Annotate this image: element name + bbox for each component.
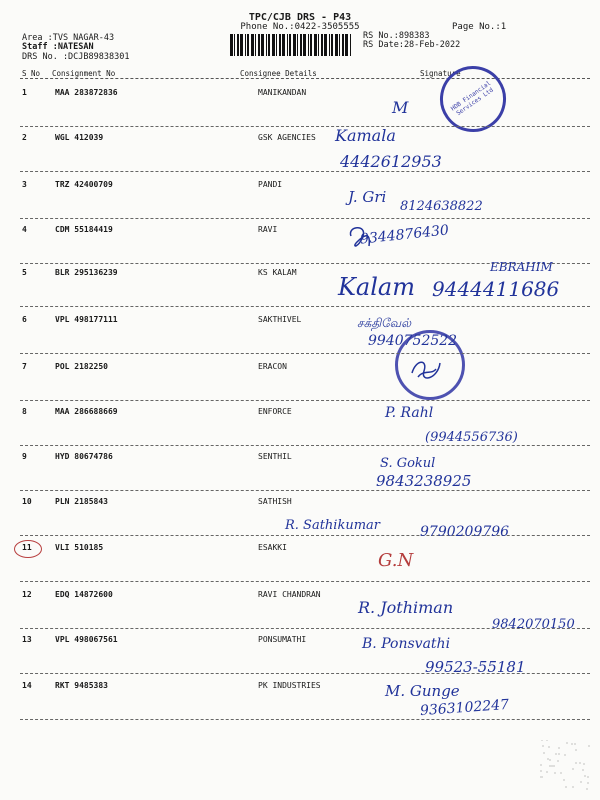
barcode-bar [342,34,344,56]
area-field: Area :TVS NAGAR-43 [22,33,115,43]
column-header-consignee: Consignee Details [240,69,317,78]
handwritten-name-5: Kalam [338,273,415,301]
row-consignee-name: SATHISH [258,497,292,506]
row-divider [20,445,590,446]
row-serial-number: 5 [22,268,27,277]
speckle-dot [587,782,588,783]
speckle-dot [551,765,552,766]
handwritten-name-8: P. Rahl [385,405,434,421]
handwritten-name-12: R. Jothiman [358,598,454,617]
row-divider [20,306,590,307]
speckle-dot [580,781,581,782]
speckle-dot [540,764,541,765]
phone-number: Phone No.:0422-3505555 [240,22,360,32]
row-consignment-number: HYD 80674786 [55,452,113,461]
staff-field: Staff :NATESAN [22,42,94,52]
row-consignment-number: VLI 510185 [55,543,104,552]
row-serial-number: 10 [22,497,32,506]
barcode-bar [272,34,275,56]
speckle-dot [588,745,589,746]
speckle-dot [555,753,556,754]
row-serial-number: 8 [22,407,27,416]
row-divider [20,126,590,127]
barcode [230,34,354,56]
row-serial-number: 4 [22,225,27,234]
speckle-dot [564,754,565,755]
row-consignment-number: EDQ 14872600 [55,590,113,599]
column-header-consignment: Consignment No [52,69,116,78]
row-divider [20,171,590,172]
row-consignee-name: PANDI [258,180,283,189]
row-consignment-number: PLN 2185843 [55,497,108,506]
barcode-bar [310,34,312,56]
barcode-bar [276,34,277,56]
signature-row-11: G.N [378,550,414,571]
speckle-dot [563,779,564,780]
rs-number: RS No.:898383 [363,31,430,41]
barcode-bar [297,34,298,56]
barcode-bar [234,34,235,56]
row-serial-number: 9 [22,452,27,461]
row-consignee-name: SENTHIL [258,452,292,461]
row-serial-number: 2 [22,133,27,142]
speckle-dot [565,786,566,787]
row-consignee-name: PK INDUSTRIES [258,681,321,690]
row-consignment-number: RKT 9485383 [55,681,108,690]
speckle-dot [548,746,549,747]
row-consignee-name: KS KALAM [258,268,297,277]
row-divider [20,490,590,491]
handwritten-phone-2: 4442612953 [340,152,442,171]
row-consignment-number: CDM 55184419 [55,225,113,234]
barcode-bar [300,34,302,56]
barcode-bar [350,34,351,56]
row-divider [20,218,590,219]
speckle-dot [560,772,561,773]
barcode-bar [245,34,246,56]
speckle-dot [546,771,547,772]
handwritten-phone-8: (9944556736) [425,430,518,445]
speckle-dot [557,760,558,761]
handwritten-extra-5: EBRAHIM [490,260,553,274]
barcode-bar [251,34,254,56]
barcode-bar [318,34,319,56]
row-serial-number: 14 [22,681,32,690]
handwritten-phone-3: 8124638822 [400,199,483,214]
row-serial-number: 6 [22,315,27,324]
barcode-bar [331,34,333,56]
row-serial-number: 12 [22,590,32,599]
speckle-dot [575,749,576,750]
barcode-bar [230,34,233,56]
row-consignment-number: BLR 295136239 [55,268,118,277]
drs-number: DRS No. :DCJB89838301 [22,52,130,62]
rs-date: RS Date:28-Feb-2022 [363,40,461,50]
row-serial-number: 3 [22,180,27,189]
barcode-bar [247,34,249,56]
column-header-sno: S No [22,69,41,78]
barcode-bar [287,34,288,56]
barcode-bar [321,34,323,56]
speckle-dot [549,759,550,760]
speckle-dot [546,740,547,741]
barcode-bar [282,34,285,56]
document-title: TPC/CJB DRS - P43 [248,12,352,23]
speckle-dot [541,740,542,741]
speckle-dot [554,772,555,773]
speckle-dot [566,742,567,743]
barcode-bar [268,34,270,56]
row-consignment-number: MAA 283872836 [55,88,118,97]
barcode-bar [261,34,264,56]
column-header-signature: Signature [420,69,461,78]
handwritten-phone-9: 9843238925 [376,472,472,490]
row-consignment-number: VPL 498177111 [55,315,118,324]
speckle-dot [574,743,575,744]
row-consignee-name: PONSUMATHI [258,635,307,644]
barcode-bar [289,34,291,56]
speckle-dot [541,776,542,777]
speckle-dot [553,765,554,766]
row-divider [20,400,590,401]
speckle-dot [543,752,544,753]
row-consignee-name: ESAKKI [258,543,287,552]
row-divider [20,353,590,354]
handwritten-name-2: Kamala [335,126,396,145]
handwritten-phone-10: 9790209796 [420,524,510,540]
speckle-dot [587,776,588,777]
barcode-bar [345,34,348,56]
barcode-bar [255,34,256,56]
speckle-dot [586,788,587,789]
barcode-bar [240,34,243,56]
handwritten-name-3: J. Gri [348,188,387,206]
barcode-bar [335,34,338,56]
row-consignee-name: MANIKANDAN [258,88,307,97]
speckle-dot [579,762,580,763]
speckle-dot [583,763,584,764]
circle-mark [14,540,42,558]
barcode-bar [314,34,317,56]
barcode-bar [308,34,309,56]
row-consignee-name: SAKTHIVEL [258,315,302,324]
handwritten-phone-6: 9940752522 [368,333,458,349]
row-divider [20,581,590,582]
speckle-dot [558,747,559,748]
signature-row-1: M [392,98,409,117]
handwritten-phone-12: 9842070150 [492,617,575,632]
row-divider [20,719,590,720]
speckle-dot [540,776,541,777]
speckle-dot [575,762,576,763]
barcode-bar [266,34,267,56]
handwritten-name-14: M. Gunge [385,682,460,700]
row-consignment-number: POL 2182250 [55,362,108,371]
row-consignee-name: ERACON [258,362,287,371]
stamp-text: HDB Financial Services Ltd [449,79,495,118]
speckle-dot [540,770,541,771]
speckle-dot [547,758,548,759]
speckle-dot [542,745,543,746]
barcode-bar [279,34,281,56]
row-consignee-name: RAVI [258,225,278,234]
handwritten-phone-4: 9344876430 [359,222,450,248]
page-speckle [540,740,590,790]
barcode-bar [293,34,296,56]
header-divider [20,78,590,79]
speckle-dot [549,765,550,766]
barcode-bar [303,34,306,56]
row-consignment-number: MAA 286688669 [55,407,118,416]
row-consignee-name: ENFORCE [258,407,292,416]
row-serial-number: 11 [22,543,32,552]
signature-row-10: R. Sathikumar [285,518,381,533]
barcode-bar [324,34,327,56]
speckle-dot [584,775,585,776]
handwritten-phone-13: 99523-55181 [425,658,526,676]
handwritten-phone-5: 9444411686 [432,277,560,301]
row-consignment-number: TRZ 42400709 [55,180,113,189]
row-consignment-number: VPL 498067561 [55,635,118,644]
page-number: Page No.:1 [452,22,507,32]
row-consignee-name: RAVI CHANDRAN [258,590,321,599]
barcode-bar [329,34,330,56]
row-serial-number: 1 [22,88,27,97]
speckle-dot [572,768,573,769]
row-consignment-number: WGL 412039 [55,133,104,142]
company-stamp [427,53,519,145]
speckle-dot [582,769,583,770]
handwritten-name-9: S. Gokul [380,456,436,471]
signature-row-7 [408,355,444,383]
signature-row-4 [345,222,375,252]
barcode-bar [237,34,239,56]
speckle-dot [558,753,559,754]
row-serial-number: 13 [22,635,32,644]
speckle-dot [572,786,573,787]
row-serial-number: 7 [22,362,27,371]
handwritten-name-13: B. Ponsvathi [362,636,451,652]
barcode-bar [339,34,340,56]
row-consignee-name: GSK AGENCIES [258,133,316,142]
speckle-dot [571,743,572,744]
barcode-bar [258,34,260,56]
handwritten-phone-14: 9363102247 [419,696,510,720]
handwritten-name-6: சக்திவேல் [357,316,412,330]
